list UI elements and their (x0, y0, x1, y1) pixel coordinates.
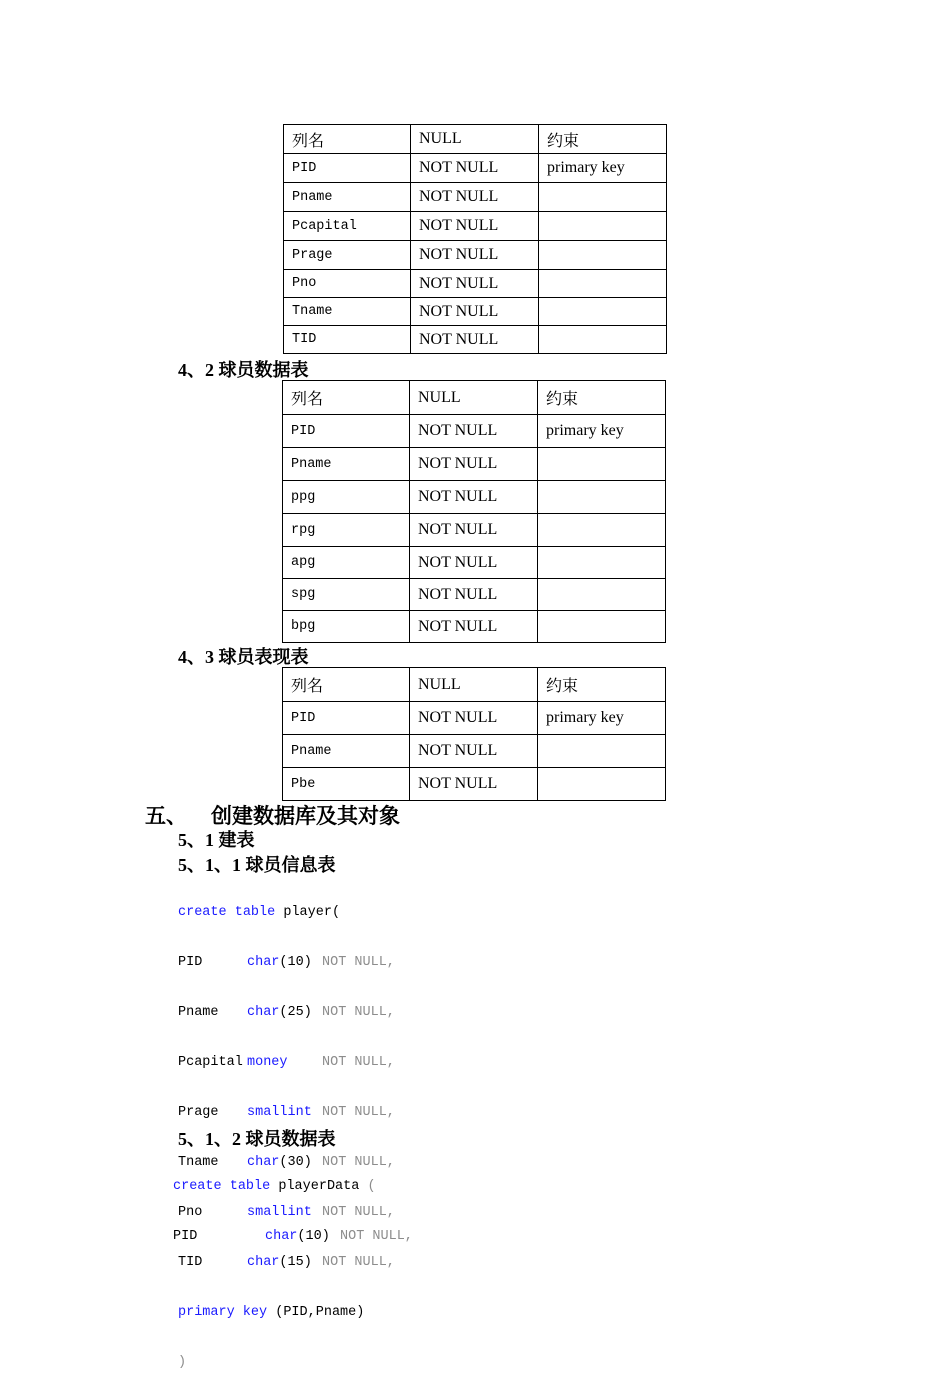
column-name: PID (178, 955, 203, 970)
column-name: Pname (178, 1005, 219, 1020)
cell-constraint (538, 514, 666, 547)
cell-constraint (539, 183, 667, 212)
column-size: (15) (279, 1255, 312, 1270)
header-constraint: 约束 (538, 381, 666, 415)
cell-column-name: Prage (284, 241, 411, 270)
closing-paren: ) (178, 1355, 187, 1370)
section-heading-5-1-2: 5、1、2 球员数据表 (178, 1129, 336, 1149)
cell-null: NOT NULL (410, 415, 538, 448)
cell-column-name: TID (284, 326, 411, 354)
cell-column-name: PID (283, 415, 410, 448)
table-header-row (283, 668, 666, 702)
table-player-data (282, 380, 666, 643)
column-name: PID (173, 1229, 198, 1244)
code-line (178, 1000, 395, 1025)
null-constraint: NOT NULL, (322, 1055, 395, 1070)
cell-column-name: Pcapital (284, 212, 411, 241)
code-line (178, 1300, 364, 1325)
cell-column-name: Pno (284, 270, 411, 298)
cell-constraint: primary key (538, 415, 666, 448)
cell-constraint (539, 212, 667, 241)
cell-constraint (539, 241, 667, 270)
cell-column-name: Pbe (283, 768, 410, 801)
header-constraint: 约束 (538, 668, 666, 702)
section-heading-4-3: 4、3 球员表现表 (178, 647, 309, 667)
cell-null: NOT NULL (410, 448, 538, 481)
table-row (283, 448, 666, 481)
cell-constraint (538, 611, 666, 643)
code-line (178, 950, 395, 975)
sql-keyword: create (178, 905, 227, 920)
table-row (283, 702, 666, 735)
cell-null: NOT NULL (410, 611, 538, 643)
sql-keyword: table (234, 905, 276, 920)
table-row (283, 579, 666, 611)
cell-null: NOT NULL (410, 481, 538, 514)
cell-null: NOT NULL (411, 183, 539, 212)
null-constraint: NOT NULL, (322, 1155, 395, 1170)
column-name: Pcapital (178, 1055, 243, 1070)
cell-null: NOT NULL (411, 298, 539, 326)
cell-constraint: primary key (538, 702, 666, 735)
column-name: Pno (178, 1205, 203, 1220)
table-row (283, 415, 666, 448)
table-row (283, 735, 666, 768)
column-type: char (247, 1255, 280, 1270)
chapter-number: 五、 (145, 804, 187, 828)
cell-constraint (538, 481, 666, 514)
cell-column-name: ppg (283, 481, 410, 514)
table-row (283, 768, 666, 801)
column-type: char (247, 1005, 280, 1020)
header-constraint: 约束 (539, 125, 667, 154)
header-null: NULL (410, 381, 538, 415)
open-paren: ( (367, 1179, 376, 1194)
header-null: NULL (411, 125, 539, 154)
cell-column-name: rpg (283, 514, 410, 547)
sql-keyword: create (173, 1179, 222, 1194)
header-column-name: 列名 (284, 125, 411, 154)
column-name: Tname (178, 1155, 219, 1170)
table-row (284, 212, 667, 241)
cell-constraint (538, 579, 666, 611)
sql-create-player-data (173, 1149, 413, 1274)
column-size: (25) (279, 1005, 312, 1020)
column-type: char (247, 1155, 280, 1170)
cell-constraint (538, 448, 666, 481)
table-row (284, 298, 667, 326)
table-row (284, 241, 667, 270)
header-null: NULL (410, 668, 538, 702)
cell-constraint (538, 547, 666, 579)
null-constraint: NOT NULL, (322, 1205, 395, 1220)
code-line (173, 1174, 376, 1199)
cell-null: NOT NULL (411, 241, 539, 270)
section-heading-4-2: 4、2 球员数据表 (178, 360, 309, 380)
column-size: (30) (279, 1155, 312, 1170)
cell-null: NOT NULL (410, 735, 538, 768)
table-row (284, 183, 667, 212)
null-constraint: NOT NULL, (322, 955, 395, 970)
cell-null: NOT NULL (410, 579, 538, 611)
cell-null: NOT NULL (410, 547, 538, 579)
code-line (178, 900, 364, 925)
cell-null: NOT NULL (410, 514, 538, 547)
section-heading-5-1: 5、1 建表 (178, 830, 255, 850)
null-constraint: NOT NULL, (322, 1105, 395, 1120)
cell-column-name: PID (284, 154, 411, 183)
section-heading-5-1-1: 5、1、1 球员信息表 (178, 855, 336, 875)
primary-key-columns: (PID,Pname) (275, 1305, 365, 1320)
cell-column-name: Tname (284, 298, 411, 326)
header-column-name: 列名 (283, 668, 410, 702)
table-name: playerData (278, 1179, 360, 1194)
cell-null: NOT NULL (411, 270, 539, 298)
table-name: player( (283, 905, 341, 920)
column-type: smallint (247, 1205, 312, 1220)
table-row (284, 154, 667, 183)
null-constraint: NOT NULL, (322, 1255, 395, 1270)
table-row (284, 326, 667, 354)
table-player-info (283, 124, 667, 354)
cell-column-name: bpg (283, 611, 410, 643)
code-line (178, 1100, 395, 1125)
cell-column-name: Pname (284, 183, 411, 212)
cell-null: NOT NULL (411, 154, 539, 183)
cell-constraint (538, 768, 666, 801)
cell-null: NOT NULL (411, 326, 539, 354)
table-row (283, 481, 666, 514)
column-size: (10) (279, 955, 312, 970)
sql-keyword: primary key (178, 1305, 268, 1320)
cell-column-name: Pname (283, 448, 410, 481)
column-type: char (265, 1229, 298, 1244)
cell-constraint (539, 270, 667, 298)
column-name: Prage (178, 1105, 219, 1120)
cell-column-name: apg (283, 547, 410, 579)
table-player-performance (282, 667, 666, 801)
cell-constraint (539, 326, 667, 354)
cell-constraint: primary key (539, 154, 667, 183)
header-column-name: 列名 (283, 381, 410, 415)
cell-constraint (538, 735, 666, 768)
column-type: smallint (247, 1105, 312, 1120)
cell-null: NOT NULL (410, 768, 538, 801)
table-row (283, 611, 666, 643)
cell-null: NOT NULL (410, 702, 538, 735)
code-line (178, 1050, 395, 1075)
null-constraint: NOT NULL, (340, 1229, 413, 1244)
column-type: money (247, 1055, 288, 1070)
column-type: char (247, 955, 280, 970)
table-row (283, 514, 666, 547)
table-row (284, 270, 667, 298)
table-row (283, 547, 666, 579)
cell-column-name: PID (283, 702, 410, 735)
chapter-title: 创建数据库及其对象 (211, 804, 400, 828)
table-header-row (283, 381, 666, 415)
null-constraint: NOT NULL, (322, 1005, 395, 1020)
table-header-row (284, 125, 667, 154)
cell-column-name: Pname (283, 735, 410, 768)
cell-column-name: spg (283, 579, 410, 611)
column-name: TID (178, 1255, 203, 1270)
cell-null: NOT NULL (411, 212, 539, 241)
cell-constraint (539, 298, 667, 326)
column-size: (10) (297, 1229, 330, 1244)
code-line (178, 1350, 364, 1375)
code-line (173, 1224, 413, 1249)
sql-keyword: table (229, 1179, 271, 1194)
